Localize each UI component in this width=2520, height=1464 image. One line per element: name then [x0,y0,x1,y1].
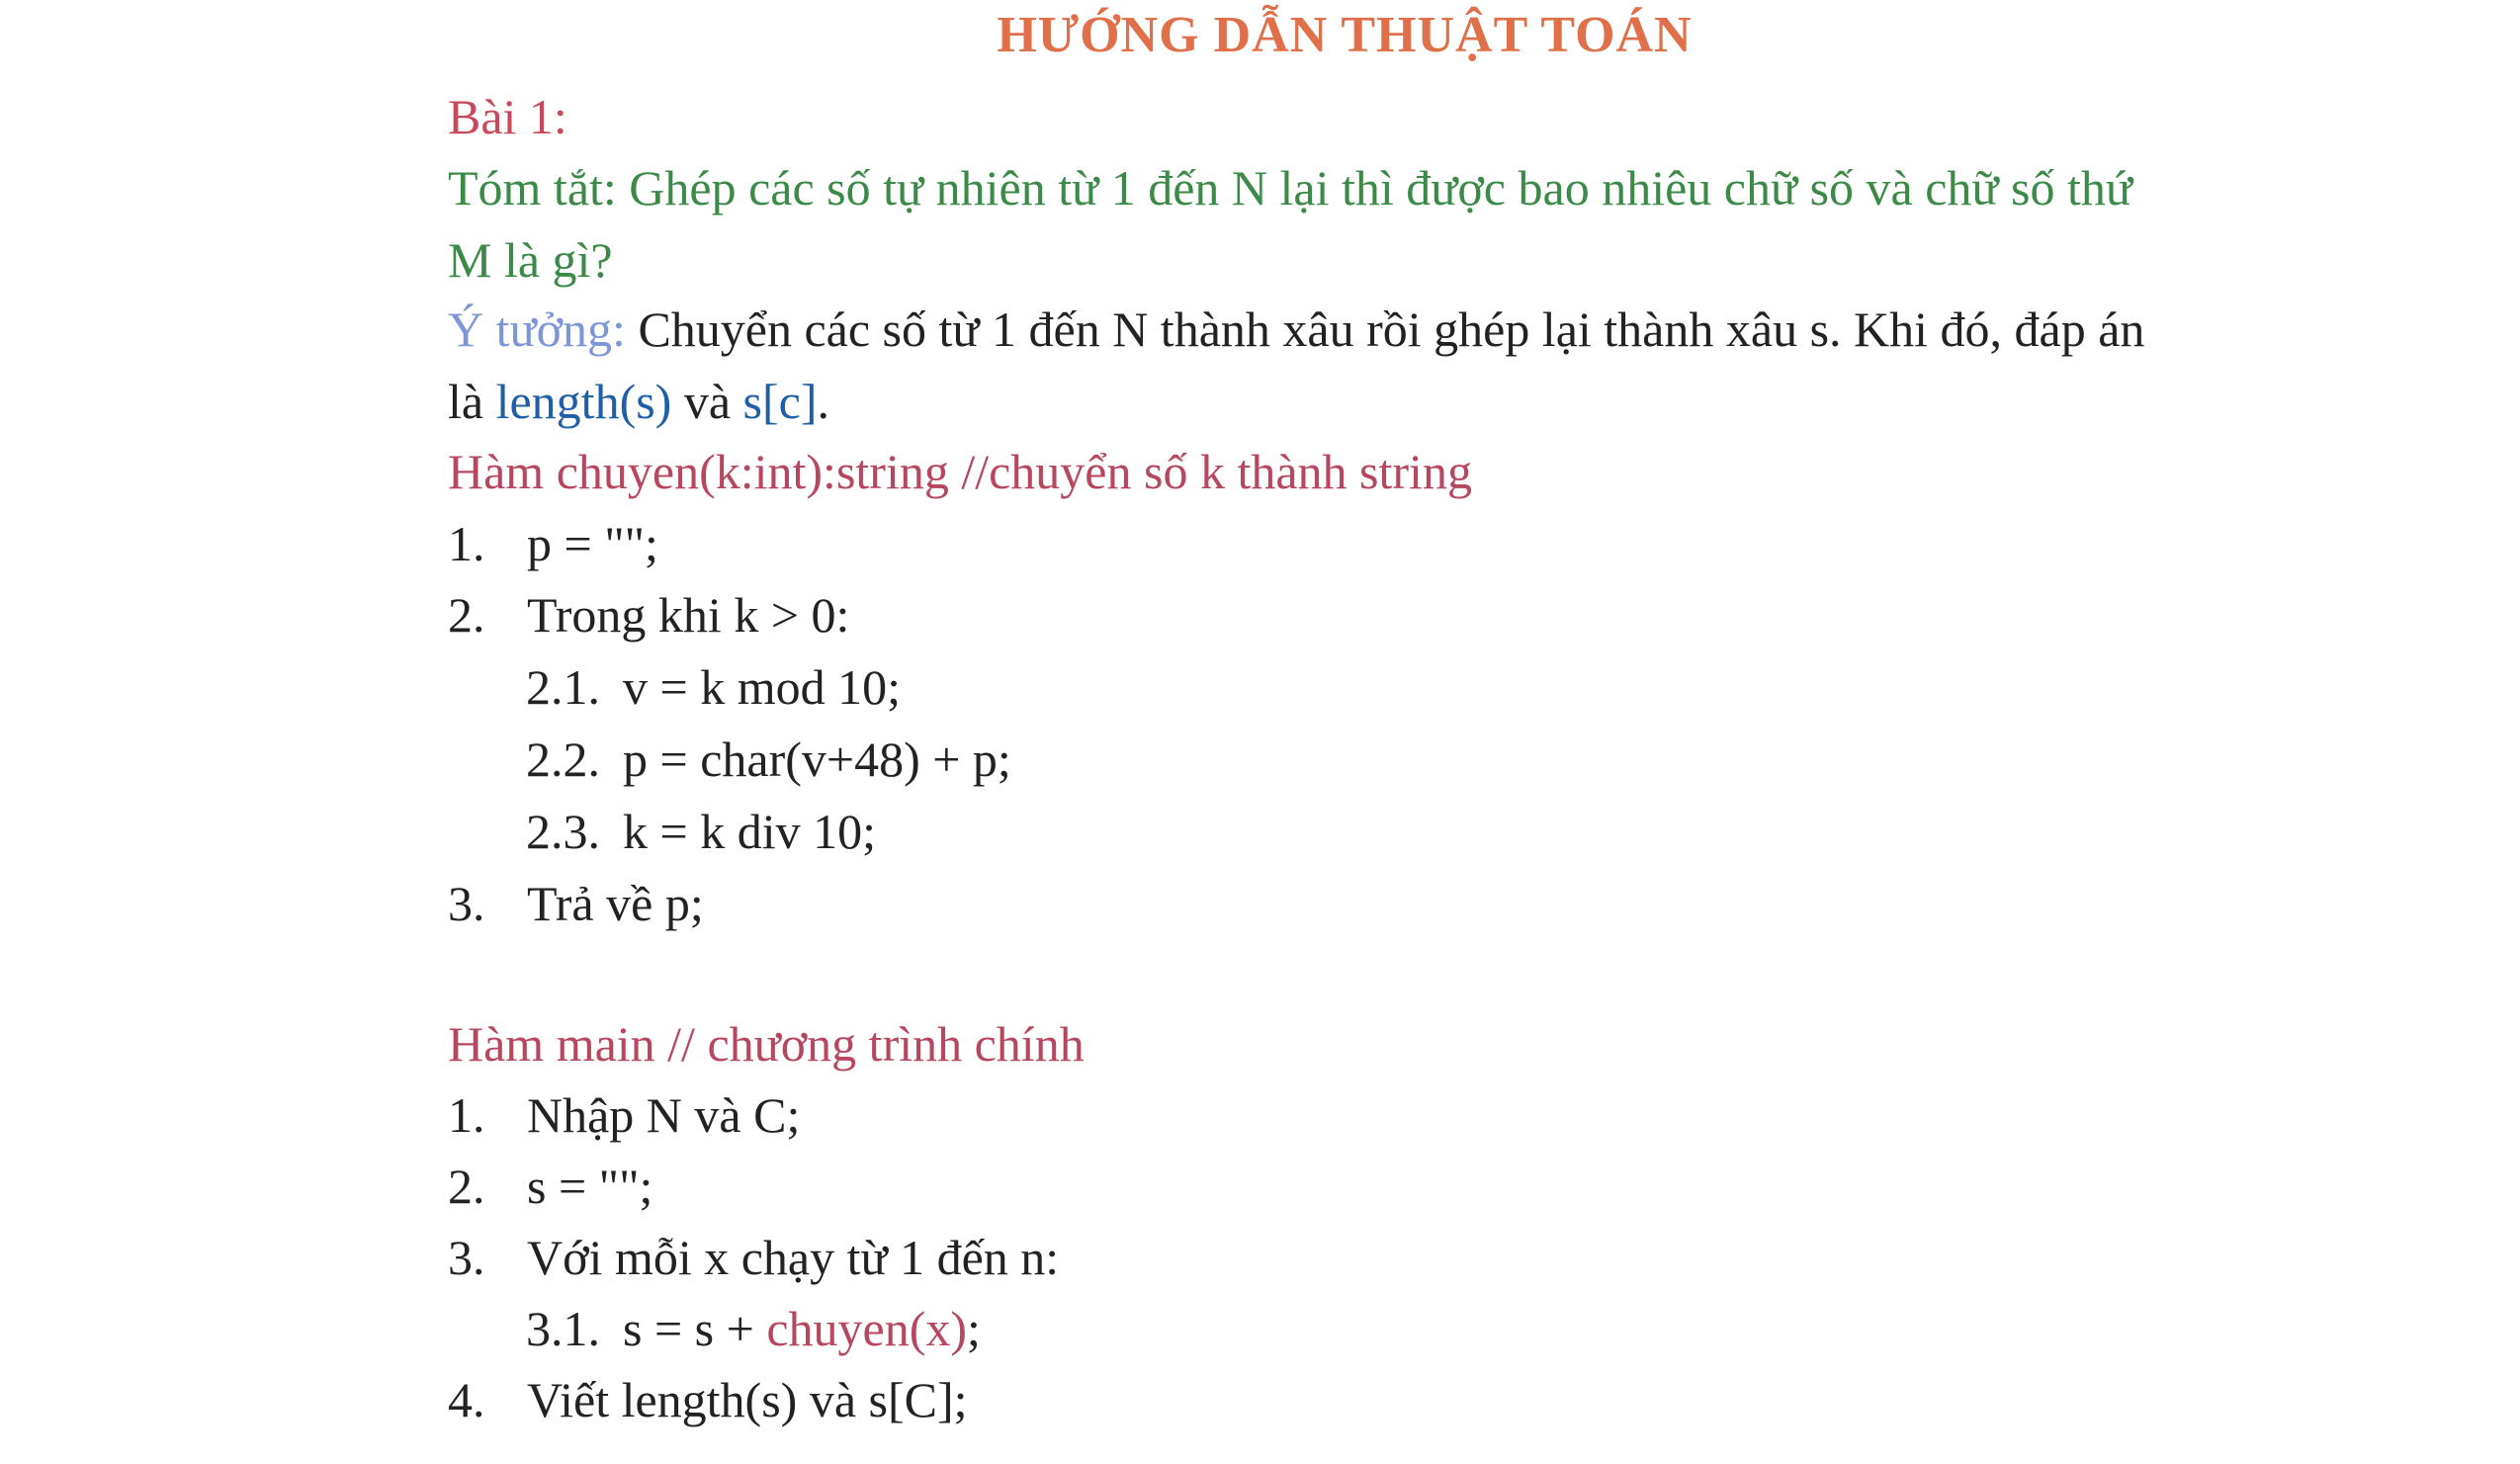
step-number: 2.2. [526,732,600,787]
main-substep [526,1299,981,1358]
idea-text-2-pre: là [448,374,496,429]
step-number: 1. [448,516,485,571]
step-text: s = ""; [527,1159,653,1214]
step-text: Nhập N và C; [527,1087,801,1143]
step-number: 2. [448,587,485,643]
problem-label: Bài 1: [448,89,567,144]
idea-line-2 [448,372,829,431]
step-text: Viết length(s) và s[C]; [527,1372,968,1427]
step-text: Trả về p; [527,876,704,931]
main-step [448,1370,968,1429]
main-step [448,1157,652,1216]
step-text-pre: s = s + [623,1301,767,1356]
idea-text-2-mid: và [671,374,743,429]
step-text: k = k div 10; [623,804,876,859]
func-main-header: Hàm main // chương trình chính [448,1016,1085,1072]
step-text: p = ""; [527,516,658,571]
step-text: p = char(v+48) + p; [623,732,1011,787]
chuyen-call: chuyen(x) [766,1301,967,1356]
main-step [448,1085,800,1145]
idea-text-2-end: . [817,374,829,429]
chuyen-step [448,514,658,573]
length-expression: length(s) [495,374,672,429]
step-number: 4. [448,1372,485,1427]
step-text: Với mỗi x chạy từ 1 đến n: [527,1230,1060,1285]
func-chuyen-header: Hàm chuyen(k:int):string //chuyển số k thành string [448,444,1472,499]
step-number: 3. [448,876,485,931]
main-step [448,1228,1059,1287]
summary-line-1: Tóm tắt: Ghép các số tự nhiên từ 1 đến N lại thì được bao nhiêu chữ số và chữ số thứ [448,160,2132,215]
step-number: 2.3. [526,804,600,859]
idea-line-1 [448,300,2144,359]
step-text: Trong khi k > 0: [527,587,850,643]
step-number: 3. [448,1230,485,1285]
document-title: HƯỚNG DẪN THUẬT TOÁN [997,7,1693,63]
chuyen-step [448,874,704,933]
step-number: 2.1. [526,659,600,715]
summary-line-2: M là gì? [448,232,613,288]
step-number: 1. [448,1087,485,1143]
chuyen-substep [526,730,1011,789]
chuyen-step [448,585,849,645]
step-number: 2. [448,1159,485,1214]
chuyen-substep [526,657,901,717]
idea-text-1: Chuyển các số từ 1 đến N thành xâu rồi ghép lại thành xâu s. Khi đó, đáp án [625,301,2145,357]
step-number: 3.1. [526,1301,600,1356]
step-text-post: ; [967,1301,981,1356]
idea-label: Ý tưởng: [448,301,626,357]
step-text: v = k mod 10; [623,659,901,715]
chuyen-substep [526,802,876,861]
index-expression: s[c] [742,374,818,429]
